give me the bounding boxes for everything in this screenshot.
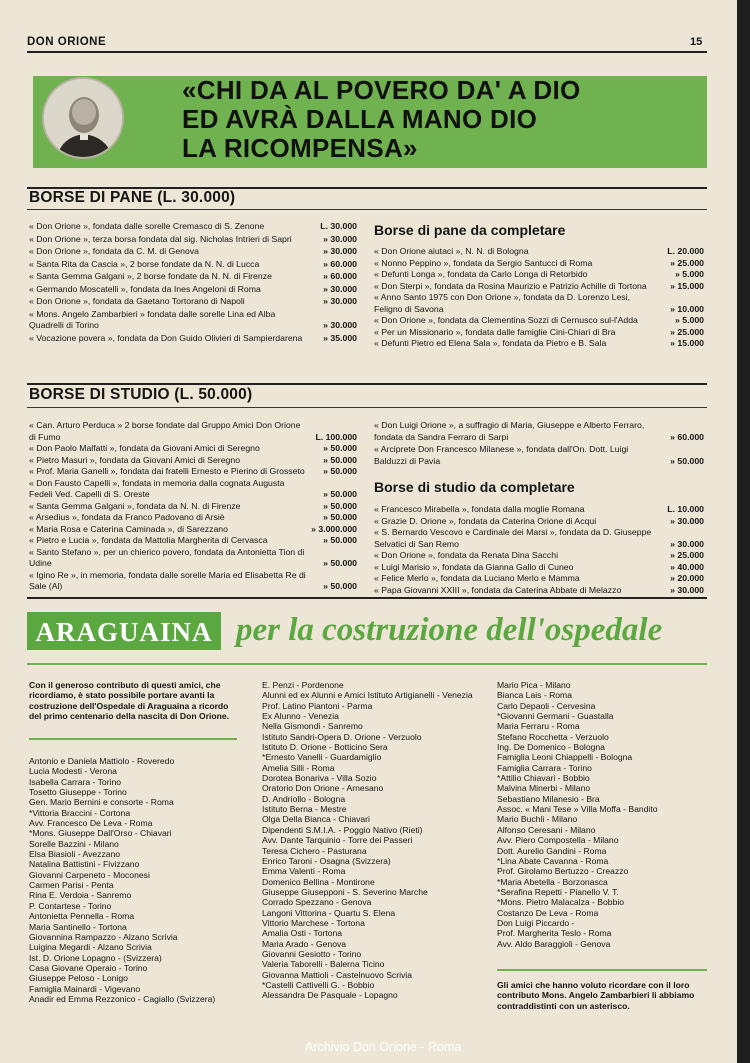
donor-entry: Domenico Bellina - Montirone <box>262 876 375 887</box>
studio-item: « Can. Arturo Perduca » 2 borse fondate dal Gruppo Amici Don Orione di Fumo L. 100.000 <box>29 420 357 442</box>
studio-right-item: « Arciprete Don Francesco Milanese », fondata dall'On. Dott. Luigi Balduzzi di Pavia » 50.000 <box>374 444 704 466</box>
donor-entry: Ing. De Domenico - Bologna <box>497 742 605 753</box>
pane-list <box>29 221 357 344</box>
donor-entry: Emma Valenti - Roma <box>262 866 346 877</box>
borse-studio-title: BORSE DI STUDIO (L. 50.000) <box>29 386 253 403</box>
donor-entry: Lucia Modesti - Verona <box>29 766 117 777</box>
pane-complete-item: « Don Sterpi », fondata da Rosina Maurizio e Patrizio Achille di Tortona » 15.000 <box>374 280 704 291</box>
donor-entry: Prof. Margherita Teslo - Roma <box>497 928 612 939</box>
donor-entry: Assoc. « Mani Tese » Villa Moffa - Bandito <box>497 804 658 815</box>
donor-entry: Giovannina Rampazzo - Alzano Scrivia <box>29 931 178 942</box>
donor-entry: Sebastiano Milanesio - Bra <box>497 793 600 804</box>
donor-entry: Tosetto Giuseppe - Torino <box>29 787 127 798</box>
pane-item: « Don Orione », fondata dalle sorelle Cremasco di S. Zenone L. 30.000 <box>29 221 357 231</box>
section-rule <box>27 597 707 599</box>
donor-entry: Dorotea Bonariva - Villa Sozio <box>262 773 377 784</box>
don-orione-portrait <box>42 77 124 159</box>
donor-entry: Elsa Biasioli - Avezzano <box>29 849 121 860</box>
donor-entry: Ist. D. Orione Lopagno - (Svizzera) <box>29 952 162 963</box>
donor-entry: Carlo Depaoli - Cervesina <box>497 700 596 711</box>
studio-list <box>29 420 357 593</box>
studio-item: « Igino Re », in memoria, fondata dalle sorelle Maria ed Elisabetta Re di Sale (Al) » 50.000 <box>29 569 357 591</box>
studio-item: « Don Paolo Malfatti », fondata da Giovani Amici di Seregno » 50.000 <box>29 443 357 453</box>
donor-entry: Amalia Osti - Tortona <box>262 928 343 939</box>
donor-entry: Casa Giovane Operaio - Torino <box>29 962 148 973</box>
donor-entry: Teresa Cichero - Pasturana <box>262 845 367 856</box>
donor-entry: Prof. Latino Piantoni - Parma <box>262 700 373 711</box>
pane-complete-item: « Don Orione », fondata da Clementina Sozzi di Cernusco sul-l'Adda » 5.000 <box>374 315 704 325</box>
donor-entry: Langoni Vittorina - Quartu S. Elena <box>262 907 396 918</box>
borse-pane-title: BORSE DI PANE (L. 30.000) <box>29 189 236 206</box>
donor-entry: *Mons. Pietro Malacalza - Bobbio <box>497 897 625 908</box>
donor-entry: Alessandra De Pasquale - Lopagno <box>262 990 398 1001</box>
donors-column-2 <box>262 680 474 1001</box>
section-underline <box>27 209 707 210</box>
studio-item: « Santo Stefano », per un chierico povero, fondata da Antonietta Tion di Udine » 50.000 <box>29 546 357 568</box>
column-green-rule <box>29 738 237 740</box>
studio-complete-item: « Felice Merlo », fondata da Luciano Merlo e Mamma » 20.000 <box>374 573 704 583</box>
donor-entry: Avv. Dante Tarquinio - Torre dei Passeri <box>262 835 413 846</box>
donor-entry: *Castelli Cattivelli G. - Bobbio <box>262 979 375 990</box>
studio-item: « Maria Rosa e Caterina Caminada », di Sarezzano » 3.000.000 <box>29 523 357 534</box>
donor-entry: *Mons. Giuseppe Dall'Orso - Chiavari <box>29 828 172 839</box>
donor-entry: Rina E. Verdoia - Sanremo <box>29 890 132 901</box>
header-rule <box>27 51 707 53</box>
publication-name: DON ORIONE <box>27 36 107 48</box>
donor-entry: Amelia Silli - Roma <box>262 762 335 773</box>
donor-entry: Luigina Megardi - Alzano Scrivia <box>29 942 152 953</box>
pane-complete-title: Borse di pane da completare <box>374 222 566 238</box>
donor-entry: Nella Gismondi - Sanremo <box>262 721 363 732</box>
donor-entry: Sorelle Bazzini - Milano <box>29 838 119 849</box>
donor-entry: Don Luigi Piccardo - <box>497 917 575 928</box>
pane-complete-item: « Don Orione aiutaci », N. N. di Bologna L. 20.000 <box>374 246 704 256</box>
pane-item: « Germando Moscatelli », fondata da Ines Angeloni di Roma » 30.000 <box>29 283 357 294</box>
donor-entry: Giovanna Mattioli - Castelnuovo Scrivia <box>262 969 412 980</box>
donor-entry: Bianca Lais - Roma <box>497 690 572 701</box>
donor-entry: Oratorio Don Orione - Arnesano <box>262 783 384 794</box>
banner-quote <box>182 76 702 163</box>
donor-entry: *Giovanni Germani - Guastalla <box>497 711 614 722</box>
donor-entry: Dipendenti S.M.I.A. - Poggio Nativo (Rieti) <box>262 824 423 835</box>
banner-line-1: «CHI DA AL POVERO DA' A DIO <box>182 75 581 105</box>
asterisk-note: Gli amici che hanno voluto ricordare con il loro contributo Mons. Angelo Zambarbieri li abbiamo contraddistinti con un asterisco. <box>497 980 695 1011</box>
araguaina-subtitle: per la costruzione dell'ospedale <box>236 612 663 648</box>
column-green-rule <box>497 969 707 971</box>
pane-item: « Santa Rita da Cascia », 2 borse fondate da N. N. di Lucca » 60.000 <box>29 258 357 269</box>
donor-entry: *Vittoria Braccini - Cortona <box>29 807 131 818</box>
pane-item: « Don Orione », fondata da Gaetano Tortorano di Napoli » 30.000 <box>29 296 357 306</box>
donor-entry: Carmen Parisi - Penta <box>29 880 114 891</box>
donor-entry: Famiglia Carrara - Torino <box>497 762 592 773</box>
donor-entry: Maria Arado - Genova <box>262 938 347 949</box>
donor-entry: Famiglia Mainardi - Vigevano <box>29 983 141 994</box>
araguaina-intro: Con il generoso contributo di questi amici, che ricordiamo, è stato possibile portare avanti la costruzione dell'Ospedale di Araguaina a ricordo del primo centenario della nascita di Don Orione. <box>29 680 230 722</box>
donor-entry: Istituto Sandri-Opera D. Orione - Verzuolo <box>262 731 422 742</box>
pane-item: « Don Orione », fondata da C. M. di Genova » 30.000 <box>29 246 357 256</box>
pane-item: « Mons. Angelo Zambarbieri » fondata dalle sorelle Lina ed Alba Quadrelli di Torino » 30.000 <box>29 308 357 330</box>
banner-line-3: LA RICOMPENSA» <box>182 133 418 163</box>
donor-entry: Avv. Piero Compostella - Milano <box>497 835 619 846</box>
donor-entry: Istituto Berna - Mestre <box>262 804 347 815</box>
donor-entry: Giuseppe Peloso - Lonigo <box>29 973 128 984</box>
donor-entry: Antonietta Pennella - Roma <box>29 911 135 922</box>
donor-entry: Mario Pica - Milano <box>497 680 571 690</box>
studio-item: « Prof. Maria Ganelli », fondata dai fratelli Ernesto e Pierino di Grosseto » 50.000 <box>29 466 357 476</box>
studio-complete-item: « S. Bernardo Vescovo e Cardinale dei Marsi », fondata da D. Giuseppe Selvatici di San Remo » 30.000 <box>374 527 704 549</box>
studio-complete-item: « Francesco Mirabella », fondata dalla moglie Romana L. 10.000 <box>374 504 704 514</box>
donor-entry: D. Andriollo - Bologna <box>262 793 346 804</box>
donor-entry: Valeria Taborelli - Balerna Ticino <box>262 959 385 970</box>
donor-entry: Natalina Battistini - Fivizzano <box>29 859 140 870</box>
pane-item: « Don Orione », terza borsa fondata dal sig. Nicholas Intrieri di Sapri » 30.000 <box>29 233 357 244</box>
page-edge <box>737 0 750 1063</box>
donor-entry: P. Contartese - Torino <box>29 900 112 911</box>
donor-entry: Avv. Francesco De Leva - Roma <box>29 818 153 829</box>
donor-entry: Malvina Minerbi - Milano <box>497 783 591 794</box>
section-rule <box>27 383 707 385</box>
araguaina-label: ARAGUAINA <box>35 617 213 647</box>
studio-item: « Pietro e Lucia », fondata da Mattolia Margherita di Cervasca » 50.000 <box>29 535 357 545</box>
studio-item: « Arsedius », fondata da Franco Padovano di Arsiè » 50.000 <box>29 512 357 522</box>
donor-entry: Isabella Carrara - Torino <box>29 776 122 787</box>
pane-complete-list <box>374 246 704 350</box>
donor-entry: Giovanni Carpeneto - Moconesi <box>29 869 150 880</box>
donor-entry: Giovanni Gesiotto - Torino <box>262 948 362 959</box>
donor-entry: Antonio e Daniela Mattiolo - Roveredo <box>29 756 175 766</box>
studio-right-item: « Don Luigi Orione », a suffragio di Maria, Giuseppe e Alberto Ferraro, fondata da Sandra Ferraro di Sarpi » 60.000 <box>374 420 704 442</box>
studio-complete-item: « Don Orione », fondata da Renata Dina Sacchi » 25.000 <box>374 550 704 560</box>
donor-entry: Maria Santinello - Tortona <box>29 921 127 932</box>
section-underline <box>27 407 707 408</box>
studio-right-list <box>374 420 704 467</box>
pane-complete-item: « Per un Missionario », fondata dalle famiglie Cini-Chiari di Bra » 25.000 <box>374 326 704 337</box>
donor-entry: Enrico Taroni - Osagna (Svizzera) <box>262 855 391 866</box>
studio-complete-title: Borse di studio da completare <box>374 479 575 495</box>
studio-complete-list <box>374 504 704 596</box>
donor-entry: Stefano Rocchetta - Verzuolo <box>497 731 609 742</box>
banner-line-2: ED AVRÀ DALLA MANO DIO <box>182 104 538 134</box>
pane-complete-item: « Defunti Pietro ed Elena Sala », fondata da Pietro e B. Sala » 15.000 <box>374 338 704 348</box>
pane-complete-item: « Defunti Longa », fondata da Carlo Longa di Retorbido » 5.000 <box>374 269 704 279</box>
studio-item: « Santa Gemma Galgani », fondata da N. N. di Firenze » 50.000 <box>29 500 357 511</box>
donor-entry: Maria Ferraru - Roma <box>497 721 580 732</box>
studio-complete-item: « Papa Giovanni XXIII », fondata da Caterina Abbate di Melazzo » 30.000 <box>374 584 704 595</box>
pane-complete-item: « Nonno Peppino », fondata da Sergio Santucci di Roma » 25.000 <box>374 257 704 268</box>
pane-complete-item: « Anno Santo 1975 con Don Orione », fondata da D. Lorenzo Lesi, Feligno di Savona » 10.000 <box>374 292 704 314</box>
donor-entry: Istituto D. Orione - Botticino Sera <box>262 742 388 753</box>
donor-entry: Corrado Spezzano - Genova <box>262 897 372 908</box>
studio-item: « Pietro Masuri », fondata da Giovani Amici di Seregno » 50.000 <box>29 454 357 465</box>
donor-entry: Gen. Mario Bernini e consorte - Roma <box>29 797 174 808</box>
donor-entry: Anadir ed Emma Rezzonico - Cagiallo (Svizzera) <box>29 993 216 1004</box>
donor-entry: *Lina Abate Cavanna - Roma <box>497 855 609 866</box>
section-green-rule <box>27 663 707 665</box>
donor-entry: Alunni ed ex Alunni e Amici Istituto Artigianelli - Venezia <box>262 690 473 701</box>
donor-entry: Famiglia Leoni Chiappelli - Bologna <box>497 752 633 763</box>
donor-entry: E. Penzi - Pordenone <box>262 680 344 690</box>
archive-credit: Archivio Don Orione - Roma <box>305 1040 462 1054</box>
page-number: 15 <box>690 36 703 48</box>
donor-entry: *Ernesto Vanelli - Guardamiglio <box>262 752 382 763</box>
donor-entry: Olga Della Bianca - Chiavari <box>262 814 370 825</box>
donor-entry: Mario Buchli - Milano <box>497 814 578 825</box>
donor-entry: *Attilio Chiavari - Bobbio <box>497 773 590 784</box>
donor-entry: Alfonso Ceresani - Milano <box>497 824 596 835</box>
donor-entry: Prof. Girolamo Bertuzzo - Creazzo <box>497 866 629 877</box>
donors-column-3 <box>497 680 707 949</box>
pane-item: « Vocazione povera », fondata da Don Guido Olivieri di Sampierdarena » 35.000 <box>29 332 357 343</box>
donor-entry: Costanzo De Leva - Roma <box>497 907 599 918</box>
donors-column-1 <box>29 756 239 1004</box>
studio-complete-item: « Luigi Marisio », fondata da Gianna Gallo di Cuneo » 40.000 <box>374 561 704 572</box>
donor-entry: Avv. Aldo Baraggioli - Genova <box>497 938 611 949</box>
donor-entry: *Serafina Repetti - Pianello V. T. <box>497 886 619 897</box>
studio-item: « Don Fausto Capelli », fondata in memoria dalla cognata Augusta Fedeli Ved. Capelli di S. Oreste » 50.000 <box>29 477 357 499</box>
donor-entry: Dott. Aurelio Gandini - Roma <box>497 845 607 856</box>
donor-entry: Giuseppe Giusepponi - S. Severino Marche <box>262 886 428 897</box>
donor-entry: *Maria Abetella - Borzonasca <box>497 876 608 887</box>
donor-entry: Ex Alunno - Venezia <box>262 711 339 722</box>
donor-entry: Vittorio Marchese - Tortona <box>262 917 365 928</box>
studio-complete-item: « Grazie D. Orione », fondata da Caterina Orione di Acqui » 30.000 <box>374 515 704 526</box>
pane-item: « Santa Gemma Galgani », 2 borse fondate da N. N. di Firenze » 60.000 <box>29 271 357 281</box>
